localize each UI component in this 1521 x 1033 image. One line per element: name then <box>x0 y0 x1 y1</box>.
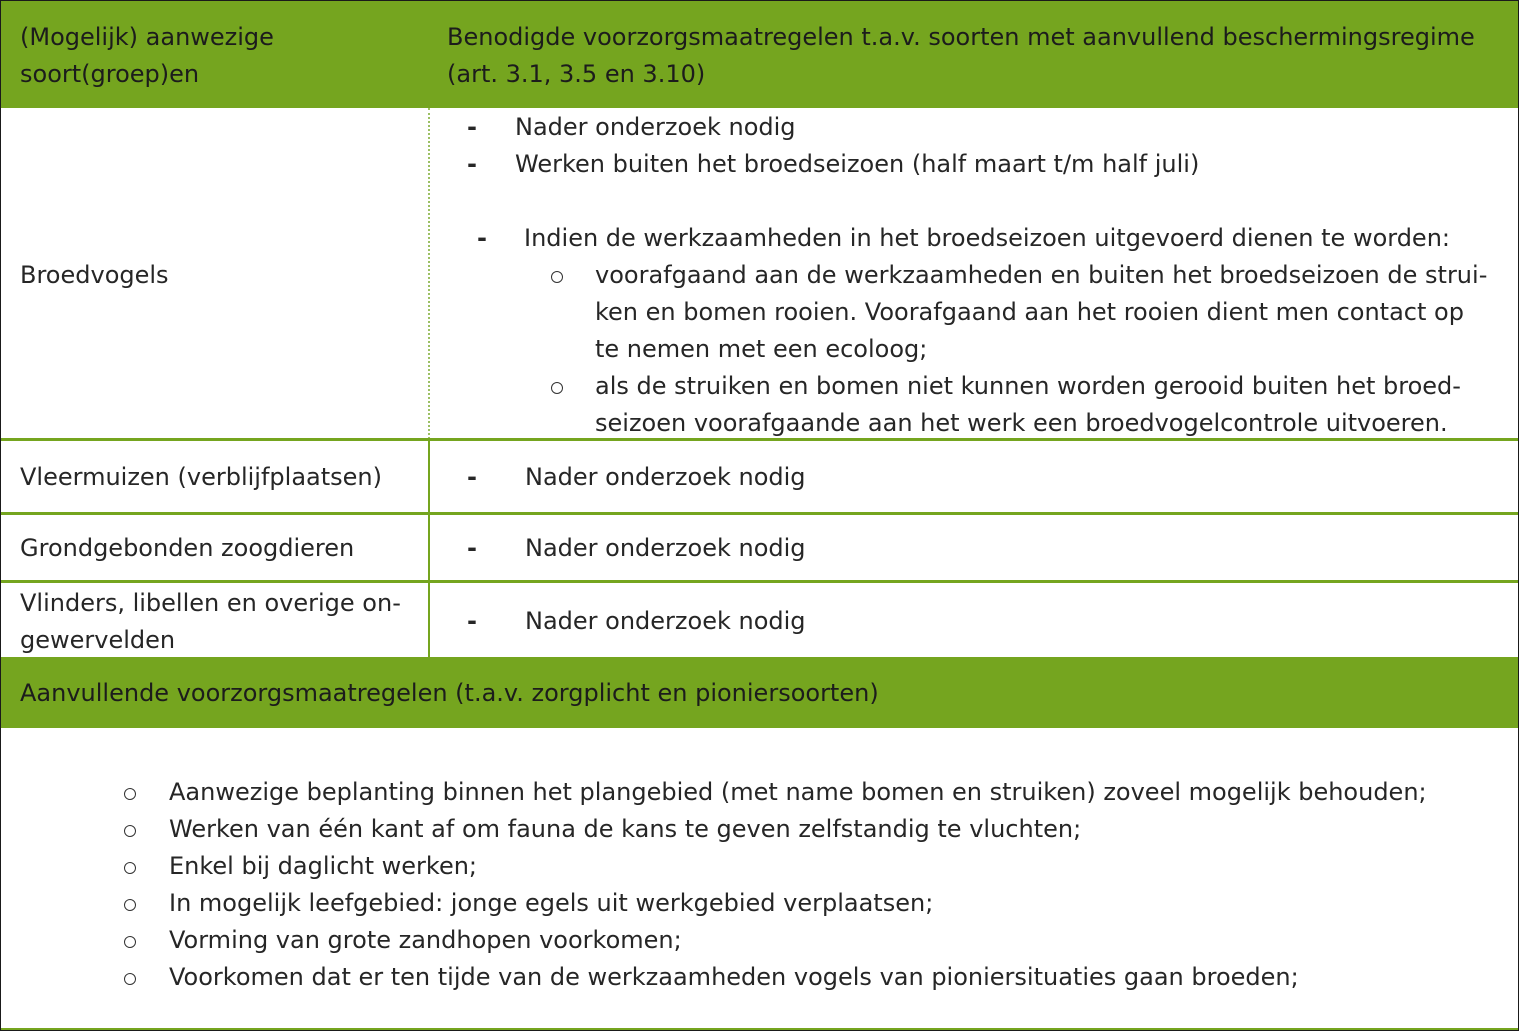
row-label-vlinders-line: gewervelden <box>20 626 176 654</box>
list-item: Werken buiten het broedseizoen (half maart t/m half juli) <box>515 150 1200 178</box>
row-label-vleermuizen: Vleermuizen (verblijfplaatsen) <box>20 463 382 491</box>
header-species-col <box>20 19 274 93</box>
row-divider <box>1 512 1519 515</box>
list-item: Vorming van grote zandhopen voorkomen; <box>169 926 682 954</box>
list-item: Voorkomen dat er ten tijde van de werkzaamheden vogels van pioniersituaties gaan broeden; <box>169 963 1299 991</box>
list-item: Nader onderzoek nodig <box>515 113 796 141</box>
dash-bullet: - <box>467 534 477 562</box>
dash-bullet: - <box>467 463 477 491</box>
circle-bullet <box>124 825 136 837</box>
dash-bullet: - <box>467 113 477 141</box>
header-species-line1: (Mogelijk) aanwezige <box>20 23 274 51</box>
sub-item-1 <box>595 257 1487 368</box>
sub-item-2-line: als de struiken en bomen niet kunnen worden gerooid buiten het broed- <box>595 372 1461 400</box>
row-divider <box>1 438 1519 441</box>
circle-bullet <box>124 973 136 985</box>
header-measures-line2: (art. 3.1, 3.5 en 3.10) <box>447 60 706 88</box>
section-title: Aanvullende voorzorgsmaatregelen (t.a.v. zorgplicht en pioniersoorten) <box>20 679 879 707</box>
dash-bullet: - <box>467 150 477 178</box>
row-label-vlinders <box>20 585 401 659</box>
circle-bullet <box>551 382 563 394</box>
condition-text: Indien de werkzaamheden in het broedseizoen uitgevoerd dienen te worden: <box>524 224 1450 252</box>
column-divider <box>428 439 430 657</box>
sub-item-1-line: voorafgaand aan de werkzaamheden en buiten het broedseizoen de strui- <box>595 261 1488 289</box>
list-item: Enkel bij daglicht werken; <box>169 852 478 880</box>
list-item: Nader onderzoek nodig <box>525 607 806 635</box>
column-divider <box>428 108 430 439</box>
sub-item-1-line: ken en bomen rooien. Voorafgaand aan het rooien dient men contact op <box>595 298 1464 326</box>
header-measures-line1: Benodigde voorzorgsmaatregelen t.a.v. soorten met aanvullend beschermingsregime <box>447 23 1475 51</box>
row-label-vlinders-line: Vlinders, libellen en overige on- <box>20 589 401 617</box>
circle-bullet <box>124 788 136 800</box>
circle-bullet <box>124 936 136 948</box>
circle-bullet <box>124 899 136 911</box>
row-label-broedvogels: Broedvogels <box>20 261 169 289</box>
list-item: Werken van één kant af om fauna de kans te geven zelfstandig te vluchten; <box>169 815 1082 843</box>
dash-bullet: - <box>477 224 487 252</box>
sub-item-2 <box>595 368 1461 442</box>
list-item: Nader onderzoek nodig <box>525 534 806 562</box>
sub-item-2-line: seizoen voorafgaande aan het werk een broedvogelcontrole uitvoeren. <box>595 409 1448 437</box>
row-label-grondgebonden: Grondgebonden zoogdieren <box>20 534 355 562</box>
circle-bullet <box>551 271 563 283</box>
circle-bullet <box>124 862 136 874</box>
list-item: Aanwezige beplanting binnen het plangebied (met name bomen en struiken) zoveel mogelijk behouden; <box>169 778 1427 806</box>
sub-item-1-line: te nemen met een ecoloog; <box>595 335 928 363</box>
row-divider <box>1 580 1519 583</box>
list-item: In mogelijk leefgebied: jonge egels uit werkgebied verplaatsen; <box>169 889 934 917</box>
list-item: Nader onderzoek nodig <box>525 463 806 491</box>
header-species-line2: soort(groep)en <box>20 60 200 88</box>
header-measures-col <box>447 19 1475 93</box>
table-bottom-border <box>1 1028 1519 1031</box>
dash-bullet: - <box>467 607 477 635</box>
